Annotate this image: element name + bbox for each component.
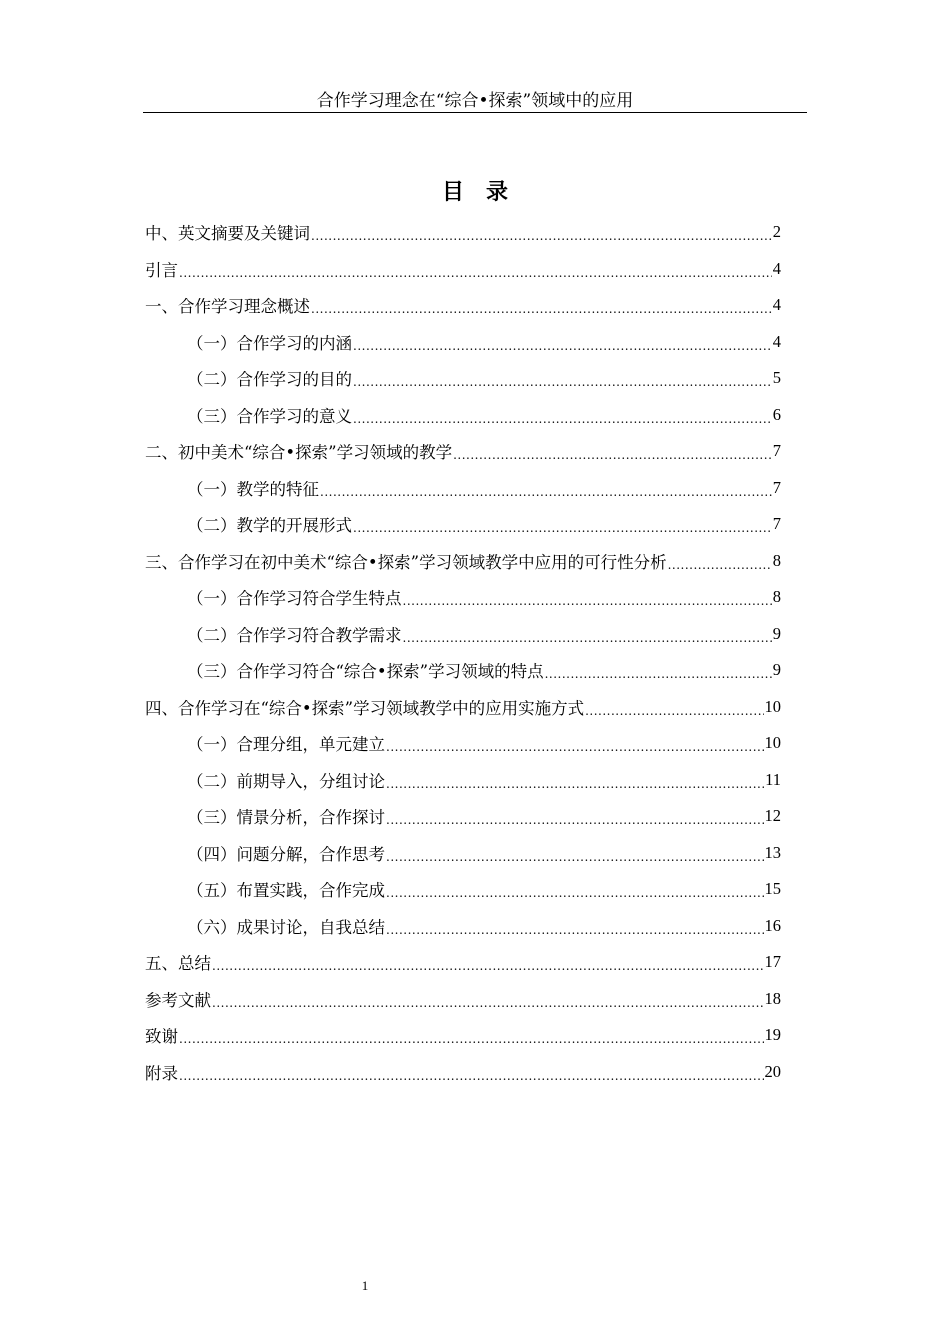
toc-leader-dots xyxy=(386,849,764,865)
toc-leader-dots xyxy=(403,593,772,609)
running-header: 合作学习理念在“综合•探索”领域中的应用 xyxy=(316,91,634,111)
toc-leader-dots xyxy=(545,666,772,682)
toc-entry[interactable] xyxy=(145,397,781,434)
toc-entry[interactable] xyxy=(145,324,781,361)
toc-leader-dots xyxy=(179,1031,764,1047)
header-rule xyxy=(143,112,807,113)
toc-entry[interactable] xyxy=(145,433,781,470)
toc-entry[interactable] xyxy=(145,616,781,653)
toc-entry-page: 16 xyxy=(764,915,781,935)
table-of-contents xyxy=(145,214,781,1090)
toc-entry-label: （一）教学的特征 xyxy=(187,479,319,499)
toc-leader-dots xyxy=(179,265,772,281)
toc-entry-label: 三、合作学习在初中美术“综合•探索”学习领域教学中应用的可行性分析 xyxy=(145,552,667,572)
toc-entry[interactable] xyxy=(145,981,781,1018)
toc-entry-label: （三）情景分析，合作探讨 xyxy=(187,808,385,828)
toc-entry-label: （二）教学的开展形式 xyxy=(187,516,352,536)
toc-entry[interactable] xyxy=(145,908,781,945)
toc-entry-label: 附录 xyxy=(145,1063,178,1083)
toc-entry-label: 四、合作学习在“综合•探索”学习领域教学中的应用实施方式 xyxy=(145,698,585,718)
toc-leader-dots xyxy=(353,338,772,354)
toc-entry[interactable] xyxy=(145,287,781,324)
toc-entry-page: 12 xyxy=(764,806,781,826)
toc-entry-label: 参考文献 xyxy=(145,990,211,1010)
toc-entry[interactable] xyxy=(145,725,781,762)
toc-leader-dots xyxy=(585,703,763,719)
toc-leader-dots xyxy=(403,630,772,646)
toc-entry[interactable] xyxy=(145,762,781,799)
toc-entry-page: 8 xyxy=(772,550,781,570)
toc-entry[interactable] xyxy=(145,798,781,835)
toc-leader-dots xyxy=(311,228,772,244)
toc-entry-page: 19 xyxy=(764,1025,781,1045)
toc-entry[interactable] xyxy=(145,652,781,689)
toc-entry[interactable] xyxy=(145,579,781,616)
toc-entry-page: 15 xyxy=(764,879,781,899)
toc-entry-page: 20 xyxy=(764,1061,781,1081)
toc-title: 目 录 xyxy=(441,179,508,205)
toc-leader-dots xyxy=(386,885,764,901)
toc-entry-label: 一、合作学习理念概述 xyxy=(145,297,310,317)
toc-entry[interactable] xyxy=(145,470,781,507)
toc-leader-dots xyxy=(386,739,764,755)
toc-leader-dots xyxy=(668,557,772,573)
toc-entry-label: （三）合作学习符合“综合•探索”学习领域的特点 xyxy=(187,662,544,682)
toc-entry-page: 7 xyxy=(772,441,781,461)
toc-entry-page: 6 xyxy=(772,404,781,424)
toc-entry-page: 13 xyxy=(764,842,781,862)
toc-entry[interactable] xyxy=(145,944,781,981)
toc-leader-dots xyxy=(386,812,764,828)
toc-leader-dots xyxy=(320,484,772,500)
toc-entry-label: 五、总结 xyxy=(145,954,211,974)
toc-entry-label: （二）合作学习的目的 xyxy=(187,370,352,390)
toc-entry[interactable] xyxy=(145,871,781,908)
toc-entry-page: 7 xyxy=(772,477,781,497)
toc-leader-dots xyxy=(386,922,764,938)
toc-entry-page: 4 xyxy=(772,331,781,351)
toc-entry-page: 18 xyxy=(764,988,781,1008)
toc-entry-page: 9 xyxy=(772,623,781,643)
toc-entry-label: （二）前期导入，分组讨论 xyxy=(187,771,385,791)
toc-entry[interactable] xyxy=(145,835,781,872)
toc-entry-label: （五）布置实践，合作完成 xyxy=(187,881,385,901)
toc-entry-label: （一）合作学习的内涵 xyxy=(187,333,352,353)
toc-leader-dots xyxy=(353,520,772,536)
toc-entry[interactable] xyxy=(145,689,781,726)
toc-entry-page: 10 xyxy=(764,696,781,716)
toc-entry[interactable] xyxy=(145,251,781,288)
page-number: 1 xyxy=(361,1278,369,1293)
toc-leader-dots xyxy=(353,411,772,427)
toc-entry-page: 4 xyxy=(772,258,781,278)
toc-entry-page: 5 xyxy=(772,368,781,388)
toc-entry-page: 10 xyxy=(764,733,781,753)
toc-entry-label: （一）合理分组，单元建立 xyxy=(187,735,385,755)
toc-entry-page: 7 xyxy=(772,514,781,534)
toc-entry[interactable] xyxy=(145,1054,781,1091)
toc-leader-dots xyxy=(386,776,764,792)
toc-entry-page: 4 xyxy=(772,295,781,315)
toc-leader-dots xyxy=(179,1068,764,1084)
toc-leader-dots xyxy=(212,958,764,974)
toc-leader-dots xyxy=(212,995,764,1011)
toc-entry-label: （二）合作学习符合教学需求 xyxy=(187,625,402,645)
toc-entry-label: （六）成果讨论，自我总结 xyxy=(187,917,385,937)
toc-leader-dots xyxy=(353,374,772,390)
toc-entry-page: 8 xyxy=(772,587,781,607)
toc-entry-label: 中、英文摘要及关键词 xyxy=(145,224,310,244)
toc-entry-label: （一）合作学习符合学生特点 xyxy=(187,589,402,609)
toc-entry-label: （三）合作学习的意义 xyxy=(187,406,352,426)
toc-entry-label: 致谢 xyxy=(145,1027,178,1047)
toc-leader-dots xyxy=(453,447,772,463)
toc-leader-dots xyxy=(311,301,772,317)
toc-entry[interactable] xyxy=(145,214,781,251)
toc-entry[interactable] xyxy=(145,506,781,543)
toc-entry[interactable] xyxy=(145,360,781,397)
toc-entry-label: 二、初中美术“综合•探索”学习领域的教学 xyxy=(145,443,453,463)
toc-entry-page: 9 xyxy=(772,660,781,680)
toc-entry-page: 2 xyxy=(772,222,781,242)
toc-entry[interactable] xyxy=(145,543,781,580)
toc-entry-page: 11 xyxy=(765,769,781,789)
toc-entry[interactable] xyxy=(145,1017,781,1054)
toc-entry-page: 17 xyxy=(764,952,781,972)
toc-entry-label: （四）问题分解，合作思考 xyxy=(187,844,385,864)
toc-entry-label: 引言 xyxy=(145,260,178,280)
